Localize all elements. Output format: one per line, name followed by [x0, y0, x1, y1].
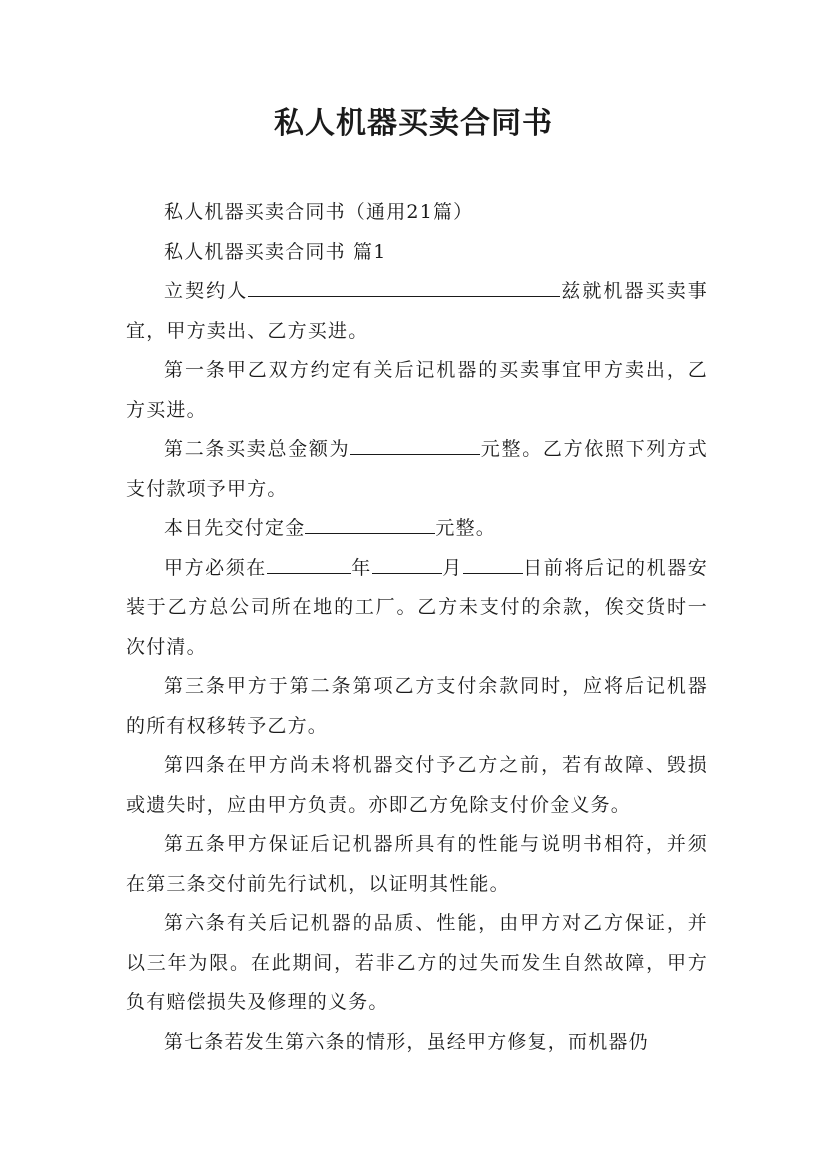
paragraph-article-3 — [126, 667, 708, 746]
text: 年 — [350, 556, 372, 579]
document-title: 私人机器买卖合同书 — [274, 106, 553, 141]
paragraph-article-6 — [126, 904, 708, 1023]
paragraph-section-heading — [126, 233, 708, 273]
paragraph-collection-title — [126, 193, 708, 233]
document-body — [126, 193, 708, 1062]
text: 本日先交付定金 — [164, 517, 306, 539]
text: 立契约人 — [164, 280, 249, 302]
blank-deposit-amount[interactable] — [305, 513, 435, 534]
text: 兹就机器买卖事宜，甲方卖出、乙方买进。 — [126, 280, 708, 342]
text: 元整。乙方依照下列方式支付款项予甲方。 — [126, 438, 708, 500]
text: 第四条在甲方尚未将机器交付予乙方之前，若有故障、毁损或遗失时，应由甲方负责。亦即乙方免除支付价金义务。 — [126, 754, 708, 816]
text: 第三条甲方于第二条第项乙方支付余款同时，应将后记机器的所有权移转予乙方。 — [126, 675, 708, 737]
text: 第五条甲方保证后记机器所具有的性能与说明书相符，并须在第三条交付前先行试机，以证明其性能。 — [126, 833, 708, 895]
text: 第一条甲乙双方约定有关后记机器的买卖事宜甲方卖出，乙方买进。 — [126, 359, 708, 421]
text: 第七条若发生第六条的情形，虽经甲方修复，而机器仍 — [164, 1030, 649, 1053]
text: 甲方必须在 — [164, 556, 267, 579]
text: 私人机器买卖合同书 篇1 — [164, 240, 387, 263]
paragraph-article-4 — [126, 746, 708, 825]
text: 第二条买卖总金额为 — [164, 438, 351, 460]
paragraph-installation-date — [126, 549, 708, 668]
paragraph-parties — [126, 272, 708, 351]
blank-month[interactable] — [372, 553, 442, 574]
text: 私人机器买卖合同书（通用21篇） — [164, 201, 474, 223]
blank-party-name[interactable] — [248, 276, 560, 297]
blank-total-amount[interactable] — [350, 434, 480, 455]
paragraph-article-1 — [126, 351, 708, 430]
paragraph-article-2 — [126, 430, 708, 509]
text: 月 — [441, 556, 463, 579]
blank-day[interactable] — [463, 553, 523, 574]
paragraph-article-5 — [126, 825, 708, 904]
text: 第六条有关后记机器的品质、性能，由甲方对乙方保证，并以三年为限。在此期间，若非乙方的过失而发生自然故障，甲方负有赔偿损失及修理的义务。 — [126, 912, 708, 1013]
blank-year[interactable] — [267, 553, 351, 574]
text: 日前将后记的机器安装于乙方总公司所在地的工厂。乙方未支付的余款，俟交货时一次付清。 — [126, 556, 708, 658]
paragraph-deposit — [126, 509, 708, 549]
paragraph-article-7 — [126, 1023, 708, 1063]
text: 元整。 — [435, 517, 497, 539]
